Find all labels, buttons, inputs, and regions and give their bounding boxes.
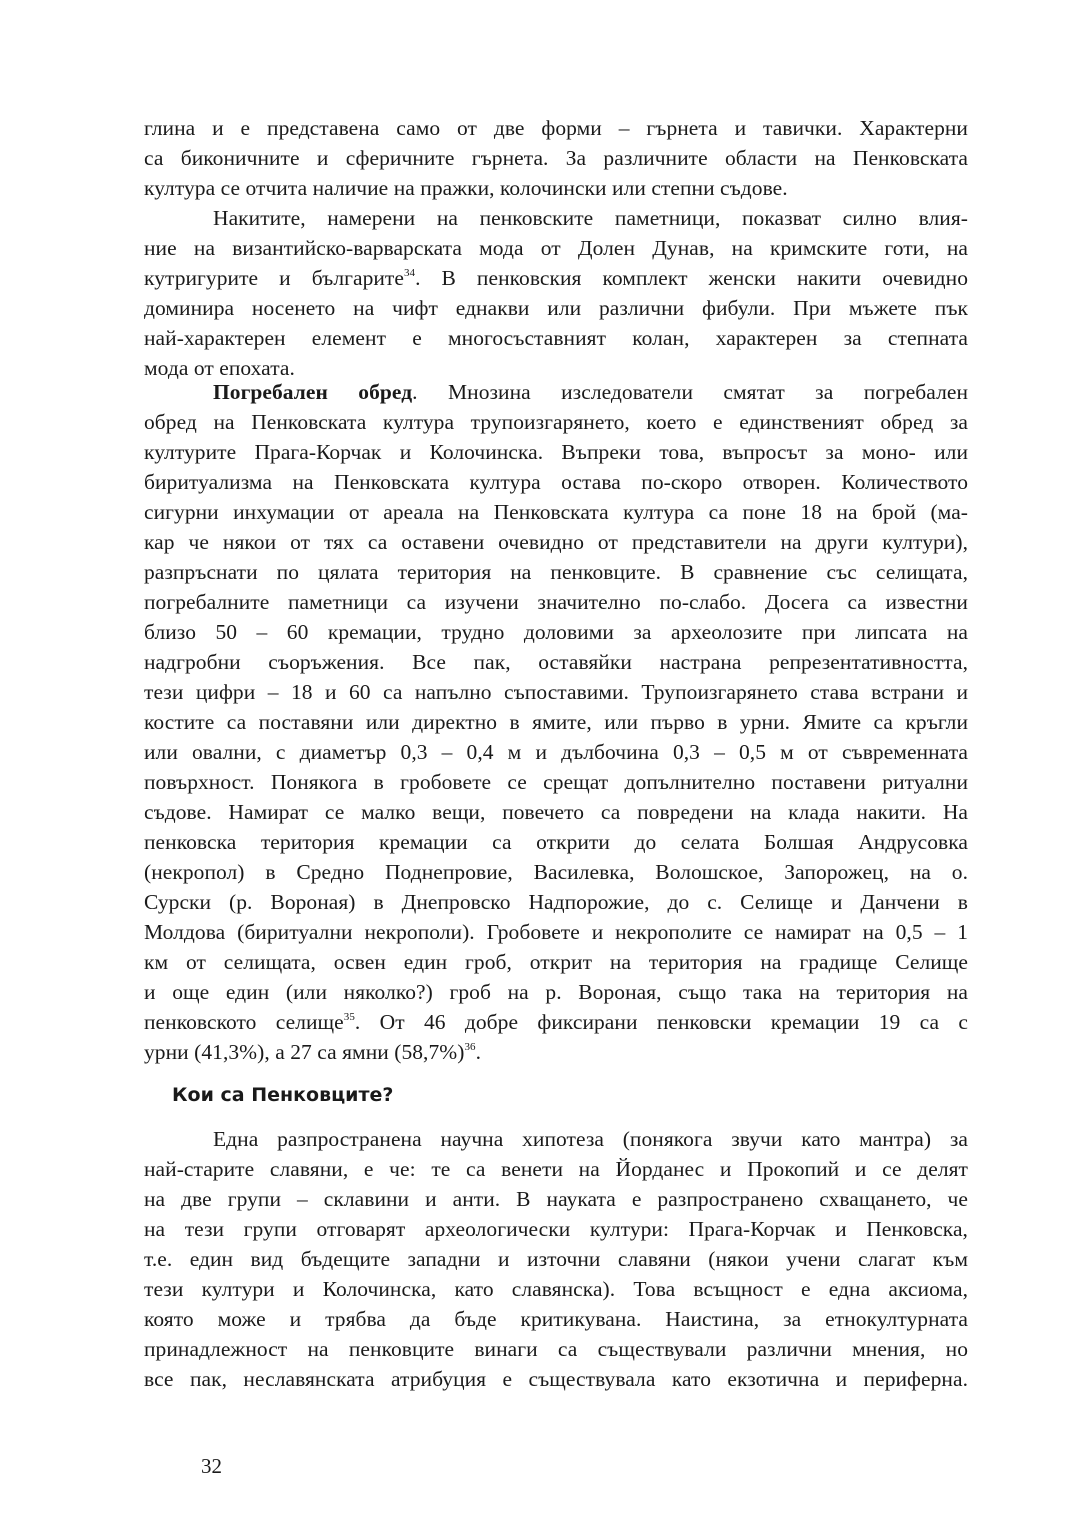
text-line: Сурски (р. Вороная) в Днепровско Надпорожие, до с. Селище и Данчени в — [144, 890, 968, 914]
text-line: мода от епохата. — [144, 356, 295, 380]
text-fragment: . От 46 добре фиксирани пенковски кремации 19 са с — [354, 1010, 968, 1034]
text-line: биритуализма на Пенковската култура остава по-скоро отворен. Количеството — [144, 470, 968, 494]
text-fragment: урни (41,3%), а 27 са ямни (58,7%) — [144, 1040, 465, 1064]
text-line: която може и трябва да бъде критикувана. Наистина, за етнокултурната — [144, 1307, 968, 1331]
text-line: най-старите славяни, е че: те са венети на Йорданес и Прокопий и се делят — [144, 1157, 968, 1181]
section-heading: Кои са Пенковците? — [172, 1084, 394, 1106]
text-line: обред на Пенковската култура трупоизгарянето, което е единственият обред за — [144, 410, 968, 434]
text-line: Една разпространена научна хипотеза (понякога звучи като мантра) за — [213, 1127, 968, 1151]
text-line: разпръснати по цялата територия на пенковците. В сравнение със селищата, — [144, 560, 968, 584]
text-line: или овални, с диаметър 0,3 – 0,4 м и дълбочина 0,3 – 0,5 м от съвременната — [144, 740, 968, 764]
text-line: погребалните паметници са изучени значително по-слабо. Досега са известни — [144, 590, 968, 614]
text-line: най-характерен елемент е многосъставният колан, характерен за степната — [144, 326, 968, 350]
subheading-burial-rite: Погребален обред — [213, 380, 413, 404]
paragraph-jewelry — [144, 203, 968, 383]
text-fragment: кутригурите и българите — [144, 266, 404, 290]
text-line: тези култури и Колочинска, като славянска). Това всъщност е една аксиома, — [144, 1277, 968, 1301]
text-fragment: . — [475, 1040, 481, 1064]
footnote-ref-34: 34 — [403, 266, 416, 279]
text-line: културите Прага-Корчак и Колочинска. Въпреки това, въпросът за моно- или — [144, 440, 968, 464]
text-line: култура се отчита наличие на пражки, колочински или степни съдове. — [144, 176, 788, 200]
text-line — [144, 1037, 968, 1067]
text-line: и още един (или няколко?) гроб на р. Вороная, също така на територия на — [144, 980, 968, 1004]
text-line: са биконичните и сферичните гърнета. За различните области на Пенковската — [144, 146, 968, 170]
paragraph-ceramics — [144, 113, 968, 203]
footnote-ref-35: 35 — [343, 1010, 355, 1023]
text-line: км от селищата, освен един гроб, открит на територия на градище Селище — [144, 950, 968, 974]
text-line: все пак, неславянската атрибуция е съществувала като екзотична и периферна. — [144, 1367, 968, 1391]
text-line: на тези групи отговарят археологически култури: Прага-Корчак и Пенковска, — [144, 1217, 968, 1241]
footnote-ref-36: 36 — [464, 1040, 476, 1053]
text-line — [144, 263, 968, 293]
text-line: тези цифри – 18 и 60 са напълно съпоставими. Трупоизгарянето става встрани и — [144, 680, 968, 704]
text-fragment: . Мнозина изследователи смятат за погребален — [412, 380, 968, 404]
text-line: глина и е представена само от две форми – гърнета и тавички. Характерни — [144, 116, 968, 140]
text-line: близо 50 – 60 кремации, трудно доловими за археолозите при липсата на — [144, 620, 968, 644]
text-line: надгробни съоръжения. Все пак, оставяйки настрана репрезентативността, — [144, 650, 968, 674]
text-fragment: пенковското селище — [144, 1010, 344, 1034]
text-line: сигурни инхумации от ареала на Пенковската култура са поне 18 на брой (ма- — [144, 500, 968, 524]
text-line — [144, 377, 968, 407]
text-line: кар че някои от тях са оставени очевидно от представители на други култури), — [144, 530, 968, 554]
paragraph-burial-rite — [144, 377, 968, 1067]
text-line: Накитите, намерени на пенковските паметници, показват силно влия- — [213, 206, 968, 230]
text-line: принадлежност на пенковците винаги са съществували различни мнения, но — [144, 1337, 968, 1361]
text-line: (некропол) в Средно Поднепровие, Василевка, Волошское, Запорожец, на о. — [144, 860, 968, 884]
text-line — [144, 1007, 968, 1037]
page-number: 32 — [201, 1454, 222, 1478]
text-line: Молдова (биритуални некрополи). Гробовете и некрополите се намират на 0,5 – 1 — [144, 920, 968, 944]
text-line: повърхност. Понякога в гробовете се срещат допълнително поставени ритуални — [144, 770, 968, 794]
text-line: ние на византийско-варварската мода от Долен Дунав, на кримските готи, на — [144, 236, 968, 260]
text-line: костите са поставяни или директно в ямите, или първо в урни. Ямите са кръгли — [144, 710, 968, 734]
text-line: на две групи – склавини и анти. В науката е разпространено схващането, че — [144, 1187, 968, 1211]
text-line: пенковска територия кремации са открити до селата Болшая Андрусовка — [144, 830, 968, 854]
text-line: съдове. Намират се малко вещи, повечето са повредени на клада накити. На — [144, 800, 968, 824]
text-fragment: . В пенковския комплект женски накити очевидно — [415, 266, 968, 290]
text-line: доминира носенето на чифт еднакви или различни фибули. При мъжете пък — [144, 296, 968, 320]
paragraph-who-are-penkovtsi — [144, 1124, 968, 1394]
text-line: т.е. един вид бъдещите западни и източни славяни (някои учени слагат към — [144, 1247, 968, 1271]
